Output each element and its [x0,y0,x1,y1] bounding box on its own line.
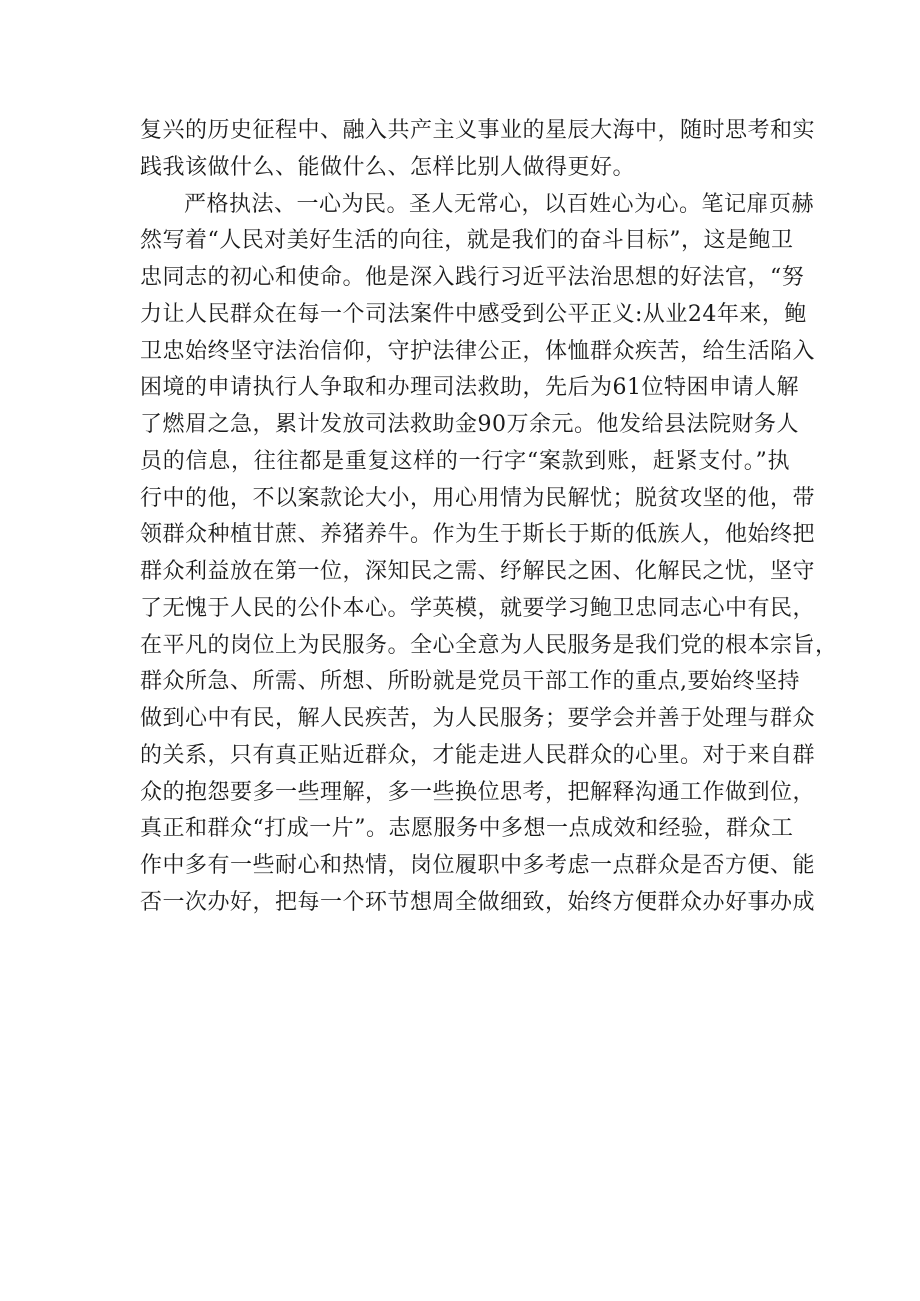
text-line: 然写着“人民对美好生活的向往，就是我们的奋斗目标”，这是鲍卫 [140,228,794,254]
text-line: 的关系，只有真正贴近群众，才能走进人民群众的心里。对于来自群 [140,742,816,768]
text-line: 力让人民群众在每一个司法案件中感受到公平正义:从业24年来，鲍 [140,301,807,327]
text-line: 困境的申请执行人争取和办理司法救助，先后为61位特困申请人解 [140,375,799,401]
body-text [140,113,838,922]
text-line: 忠同志的初心和使命。他是深入践行习近平法治思想的好法官，“努 [140,265,805,290]
text-line: 否一次办好，把每一个环节想周全做细致，始终方便群众办好事办成 [140,889,816,915]
text-line: 群众利益放在第一位，深知民之需、纾解民之困、化解民之忧，坚守 [140,559,816,584]
text-line: 做到心中有民，解人民疾苦，为人民服务；要学会并善于处理与群众 [140,706,816,731]
text-line: 践我该做什么、能做什么、怎样比别人做得更好。 [140,154,636,180]
text-line: 卫忠始终坚守法治信仰，守护法律公正，体恤群众疾苦，给生活陷入 [140,338,816,364]
text-line: 了燃眉之急，累计发放司法救助金90万余元。他发给县法院财务人 [140,412,799,437]
text-line: 在平凡的岗位上为民服务。全心全意为人民服务是我们党的根本宗旨， [140,632,838,658]
text-line: 复兴的历史征程中、融入共产主义事业的星辰大海中，随时思考和实 [140,118,816,143]
text-line: 群众所急、所需、所想、所盼就是党员干部工作的重点,要始终坚持 [140,669,800,695]
text-line: 众的抱怨要多一些理解，多一些换位思考，把解释沟通工作做到位， [140,779,816,805]
text-line: 作中多有一些耐心和热情，岗位履职中多考虑一点群众是否方便、能 [140,853,816,878]
text-line: 员的信息，往往都是重复这样的一行字“案款到账，赶紧支付。”执 [140,448,790,474]
text-line: 了无愧于人民的公仆本心。学英模，就要学习鲍卫忠同志心中有民， [140,595,816,621]
paragraph-start-line: 严格执法、一心为民。圣人无常心，以百姓心为心。笔记扉页赫 [184,191,815,217]
text-line: 领群众种植甘蔗、养猪养牛。作为生于斯长于斯的低族人，他始终把 [140,522,816,548]
text-line: 真正和群众“打成一片”。志愿服务中多想一点成效和经验，群众工 [140,816,794,842]
text-line: 行中的他，不以案款论大小，用心用情为民解忧；脱贫攻坚的他，带 [140,485,816,511]
